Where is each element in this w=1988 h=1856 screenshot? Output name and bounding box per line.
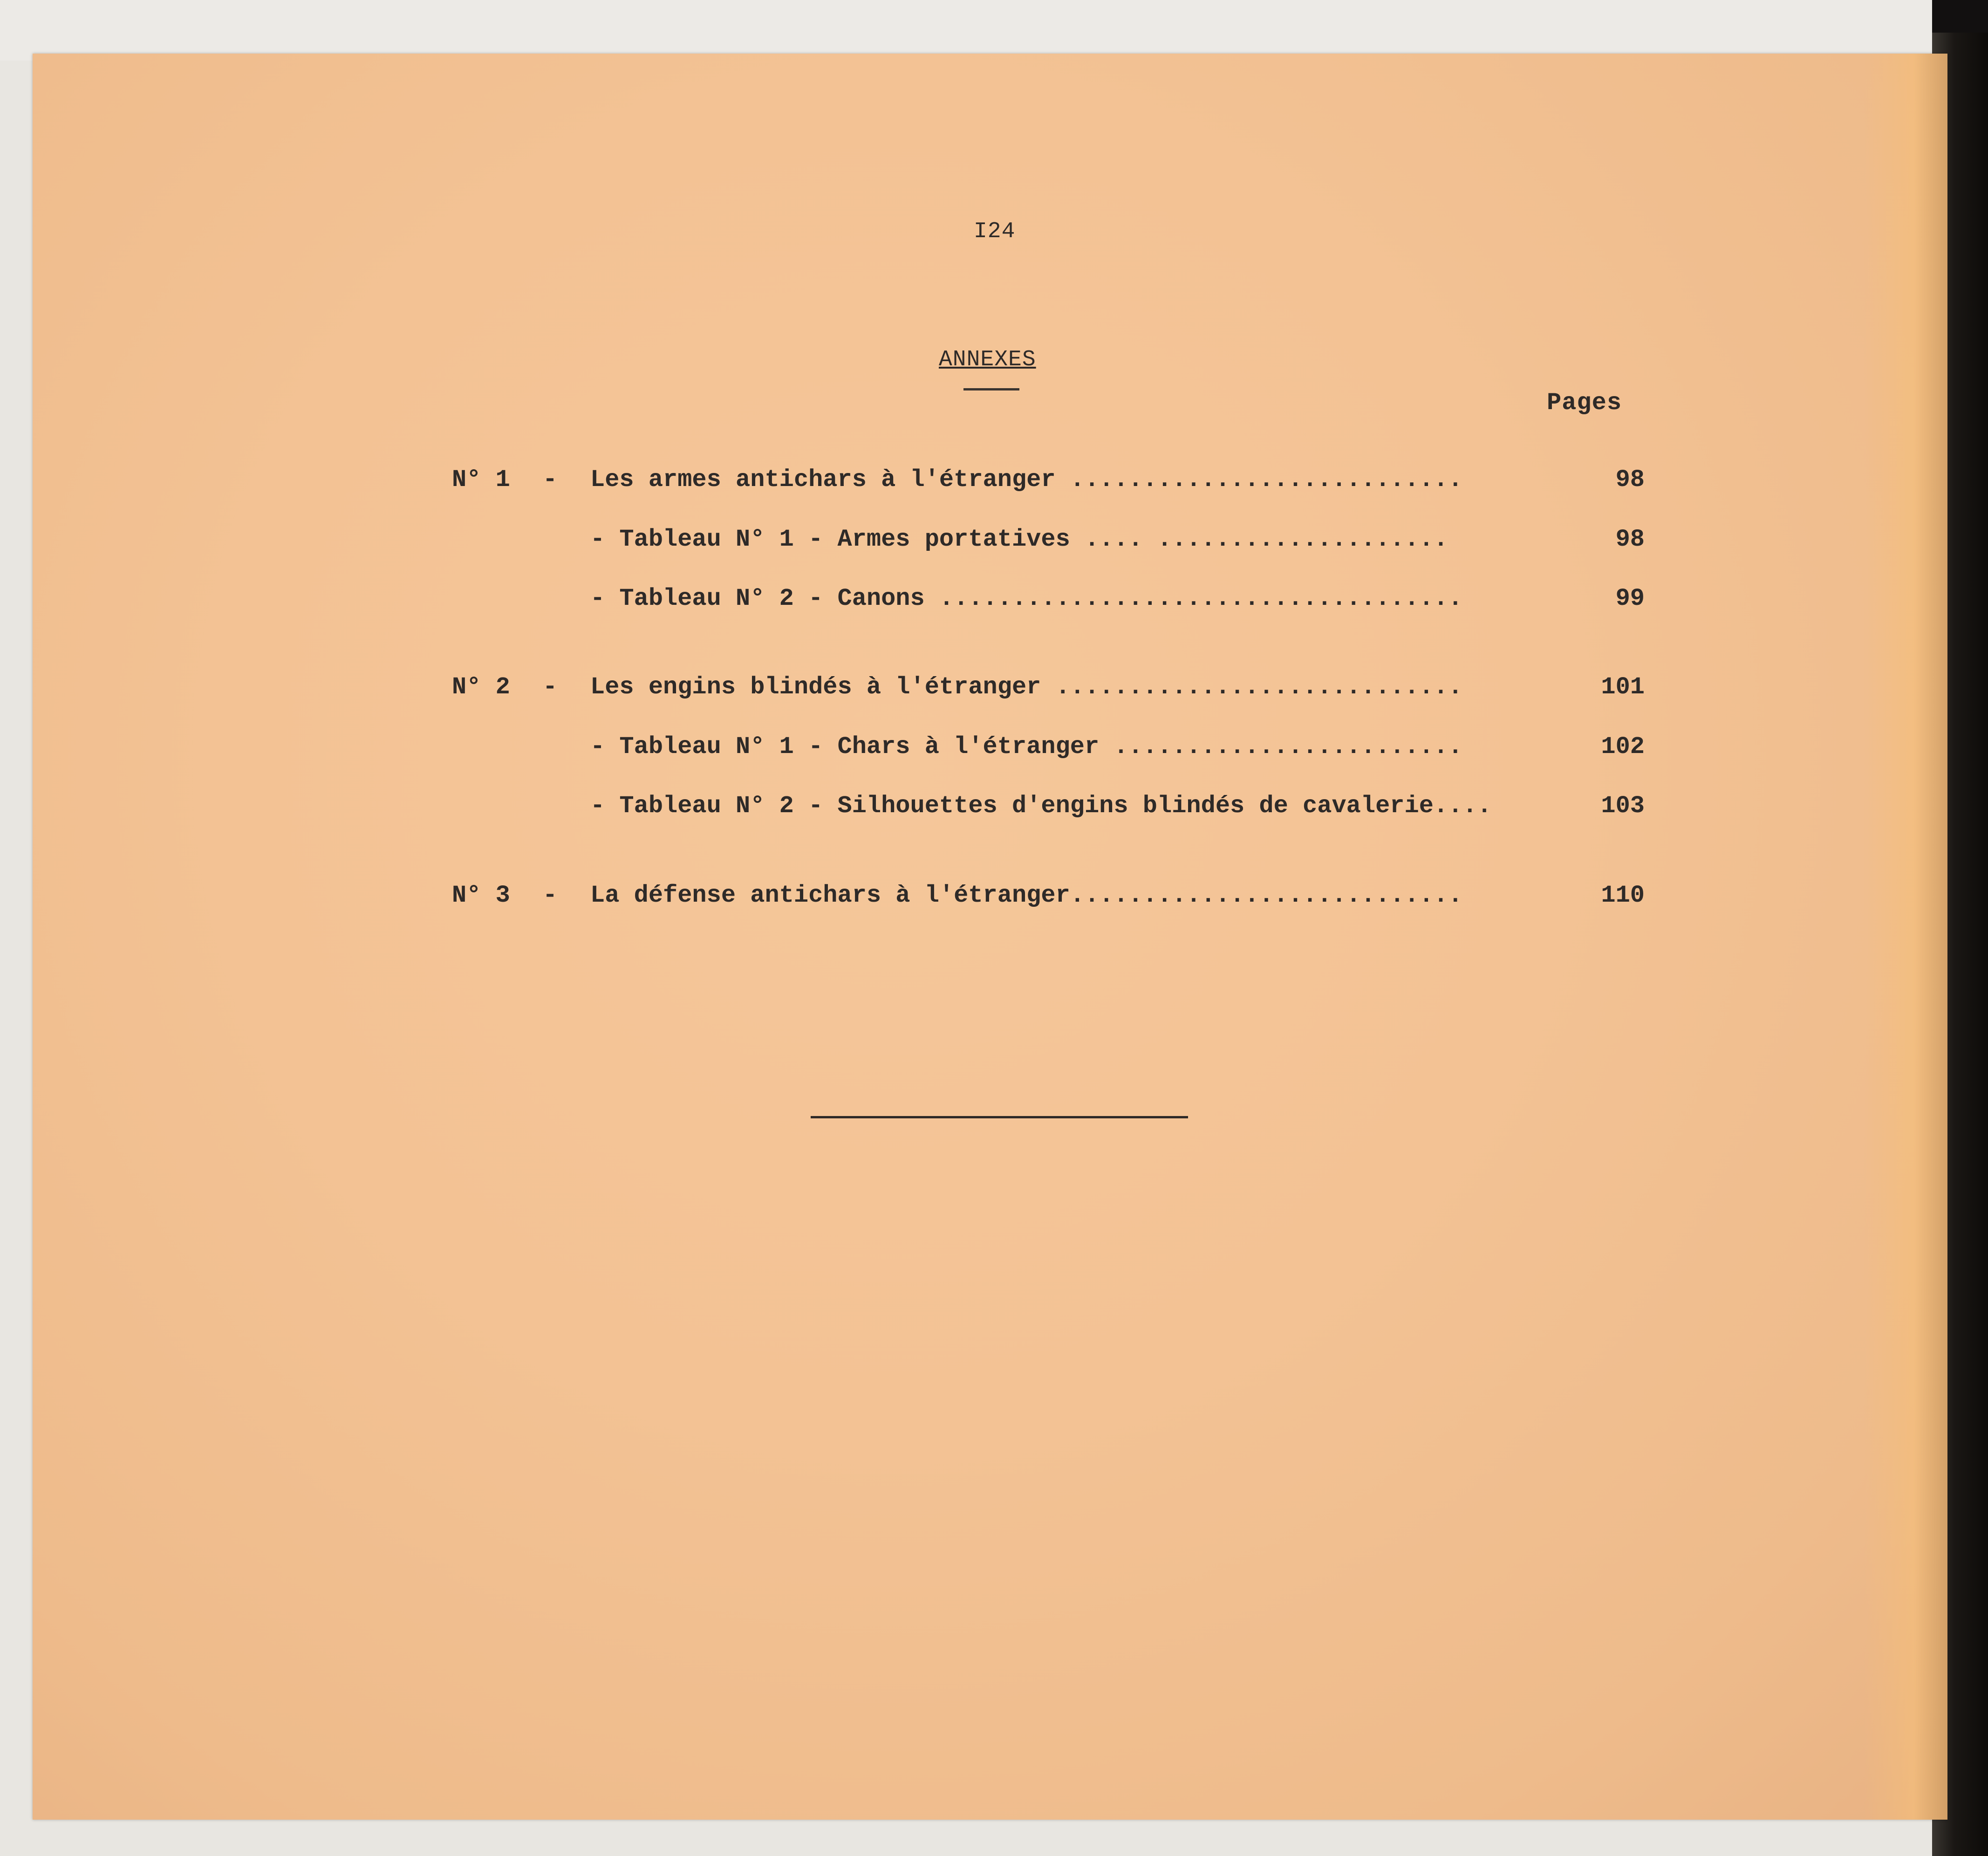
annex-subentry-page-1-1: 98 — [1615, 526, 1645, 553]
annex-number-2: N° 2 — [452, 673, 510, 701]
annex-dash-2: - — [543, 673, 558, 701]
page-curl-shadow — [1864, 54, 1947, 1820]
annex-title-2: Les engins blindés à l'étranger ............................ — [590, 673, 1463, 701]
annex-subentry-page-2-2: 103 — [1601, 792, 1645, 820]
title-underline — [963, 388, 1019, 390]
binder-clip — [1932, 0, 1988, 33]
document-page — [33, 54, 1947, 1820]
annex-title-1: Les armes antichars à l'étranger ........................... — [590, 466, 1463, 493]
pages-column-header: Pages — [1547, 389, 1622, 417]
annex-title-3: La défense antichars à l'étranger........................... — [590, 882, 1463, 909]
annex-dash-3: - — [543, 882, 558, 909]
annex-subentry-page-2-1: 102 — [1601, 733, 1645, 760]
annex-dash-1: - — [543, 466, 558, 493]
annex-number-3: N° 3 — [452, 882, 510, 909]
annex-page-1: 98 — [1615, 466, 1645, 493]
annex-subentry-1-1: - Tableau N° 1 - Armes portatives .... .................... — [590, 526, 1448, 553]
annex-page-3: 110 — [1601, 882, 1645, 909]
page-number: I24 — [974, 219, 1016, 244]
closing-rule — [811, 1116, 1188, 1118]
annex-subentry-1-2: - Tableau N° 2 - Canons .................................... — [590, 585, 1463, 612]
annex-subentry-page-1-2: 99 — [1615, 585, 1645, 612]
annex-number-1: N° 1 — [452, 466, 510, 493]
backdrop — [0, 0, 1988, 61]
annex-subentry-2-1: - Tableau N° 1 - Chars à l'étranger ........................ — [590, 733, 1463, 760]
annex-page-2: 101 — [1601, 673, 1645, 701]
annexes-title: ANNEXES — [939, 347, 1036, 372]
annex-subentry-2-2: - Tableau N° 2 - Silhouettes d'engins blindés de cavalerie.... — [590, 792, 1492, 820]
